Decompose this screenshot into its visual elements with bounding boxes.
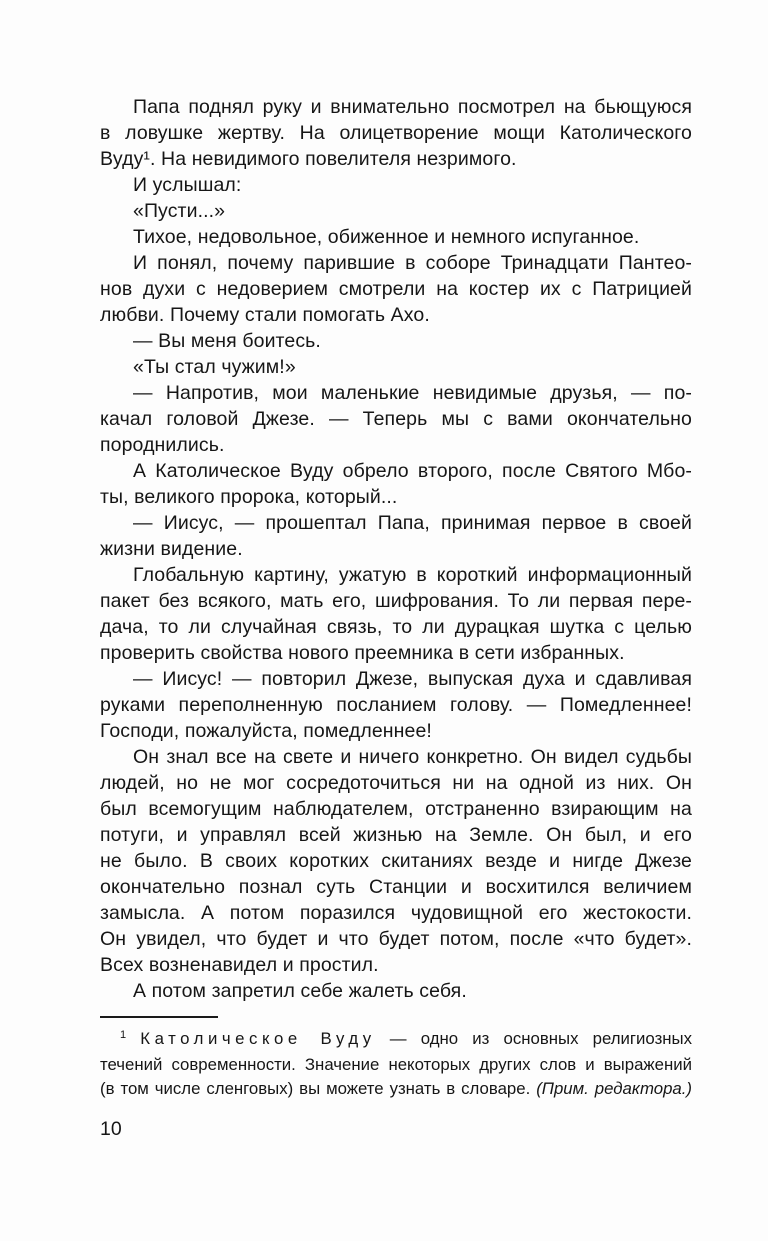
paragraph <box>100 198 692 224</box>
text-line: Всех возненавидел и простил. <box>100 954 379 976</box>
text-line: породнились. <box>100 434 225 456</box>
paragraph <box>100 224 692 250</box>
text-line: «Пусти...» <box>133 200 226 222</box>
text-line: нов духи с недоверием смотрели на костер их с Патрицией <box>100 278 692 300</box>
footnote-separator <box>100 1016 218 1018</box>
text-line: Тихое, недовольное, обиженное и немного испуганное. <box>133 226 640 248</box>
text-line: жизни видение. <box>100 538 243 560</box>
footnote-line <box>100 1027 692 1053</box>
footnote <box>100 1027 692 1101</box>
text-line: ты, великого пророка, который... <box>100 486 398 508</box>
text-line: замысла. А потом поразился чудовищной его жестокости. <box>100 902 692 924</box>
paragraph <box>100 458 692 510</box>
footnote-text: Католическое Вуду <box>140 1029 376 1048</box>
text-line: Глобальную картину, ужатую в короткий информационный <box>133 564 692 586</box>
text-line: — Иисус! — повторил Джезе, выпуская духа и сдавливая <box>133 668 692 690</box>
text-line: Господи, пожалуйста, помедленнее! <box>100 720 432 742</box>
text-line: окончательно познал суть Станции и восхитился величием <box>100 876 692 898</box>
footnote-text: (в том числе сленговых) вы можете узнать в словаре. <box>100 1079 537 1098</box>
page-number: 10 <box>100 1118 122 1140</box>
paragraph <box>100 172 692 198</box>
text-line: Он увидел, что будет и что будет потом, после «что будет». <box>100 928 692 950</box>
text-line: людей, но не мог сосредоточиться ни на одной из них. Он <box>100 772 692 794</box>
paragraph <box>100 744 692 978</box>
text-line: «Ты стал чужим!» <box>133 356 296 378</box>
footnote-marker: 1 <box>120 1029 127 1041</box>
text-line: руками переполненную посланием голову. — Помедленнее! <box>100 694 692 716</box>
text-line: Вуду¹. На невидимого повелителя незримого. <box>100 148 517 170</box>
text-line: — Иисус, — прошептал Папа, принимая первое в своей <box>133 512 692 534</box>
text-line: потуги, и управлял всей жизнью на Земле. Он был, и его <box>100 824 692 846</box>
text-column <box>100 94 692 1142</box>
paragraph <box>100 380 692 458</box>
paragraph <box>100 250 692 328</box>
text-line: проверить свойства нового преемника в сети избранных. <box>100 642 625 664</box>
footnote-line <box>100 1053 692 1077</box>
text-line: Папа поднял руку и внимательно посмотрел на бьющуюся <box>133 96 692 118</box>
text-line: пакет без всякого, мать его, шифрования. То ли первая пере- <box>100 590 692 612</box>
paragraph <box>100 328 692 354</box>
text-line: был всемогущим наблюдателем, отстраненно взирающим на <box>100 798 692 820</box>
text-line: Он знал все на свете и ничего конкретно. Он видел судьбы <box>133 746 692 768</box>
text-line: А потом запретил себе жалеть себя. <box>133 980 467 1002</box>
text-line: — Напротив, мои маленькие невидимые друзья, — по- <box>133 382 692 404</box>
paragraph <box>100 666 692 744</box>
text-line: — Вы меня боитесь. <box>133 330 321 352</box>
text-line: А Католическое Вуду обрело второго, после Святого Мбо- <box>133 460 692 482</box>
footnote-text: — одно из основных религиозных <box>375 1029 692 1048</box>
text-line: И услышал: <box>133 174 242 196</box>
text-line: не было. В своих коротких скитаниях везде и нигде Джезе <box>100 850 692 872</box>
paragraph <box>100 978 692 1004</box>
paragraph <box>100 94 692 172</box>
text-line: в ловушке жертву. На олицетворение мощи Католического <box>100 122 692 144</box>
footnote-line <box>100 1077 692 1101</box>
text-line: любви. Почему стали помогать Ахо. <box>100 304 430 326</box>
paragraph <box>100 354 692 380</box>
footnote-text: течений современности. Значение некоторых других слов и выражений <box>100 1055 692 1074</box>
body-text <box>100 94 692 1004</box>
paragraph <box>100 510 692 562</box>
text-line: И понял, почему парившие в соборе Тринадцати Пантео- <box>133 252 692 274</box>
text-line: качал головой Джезе. — Теперь мы с вами окончательно <box>100 408 692 430</box>
text-line: дача, то ли случайная связь, то ли дурацкая шутка с целью <box>100 616 692 638</box>
paragraph <box>100 562 692 666</box>
footnote-text <box>126 1029 140 1048</box>
footnote-text: (Прим. редактора.) <box>536 1079 692 1098</box>
